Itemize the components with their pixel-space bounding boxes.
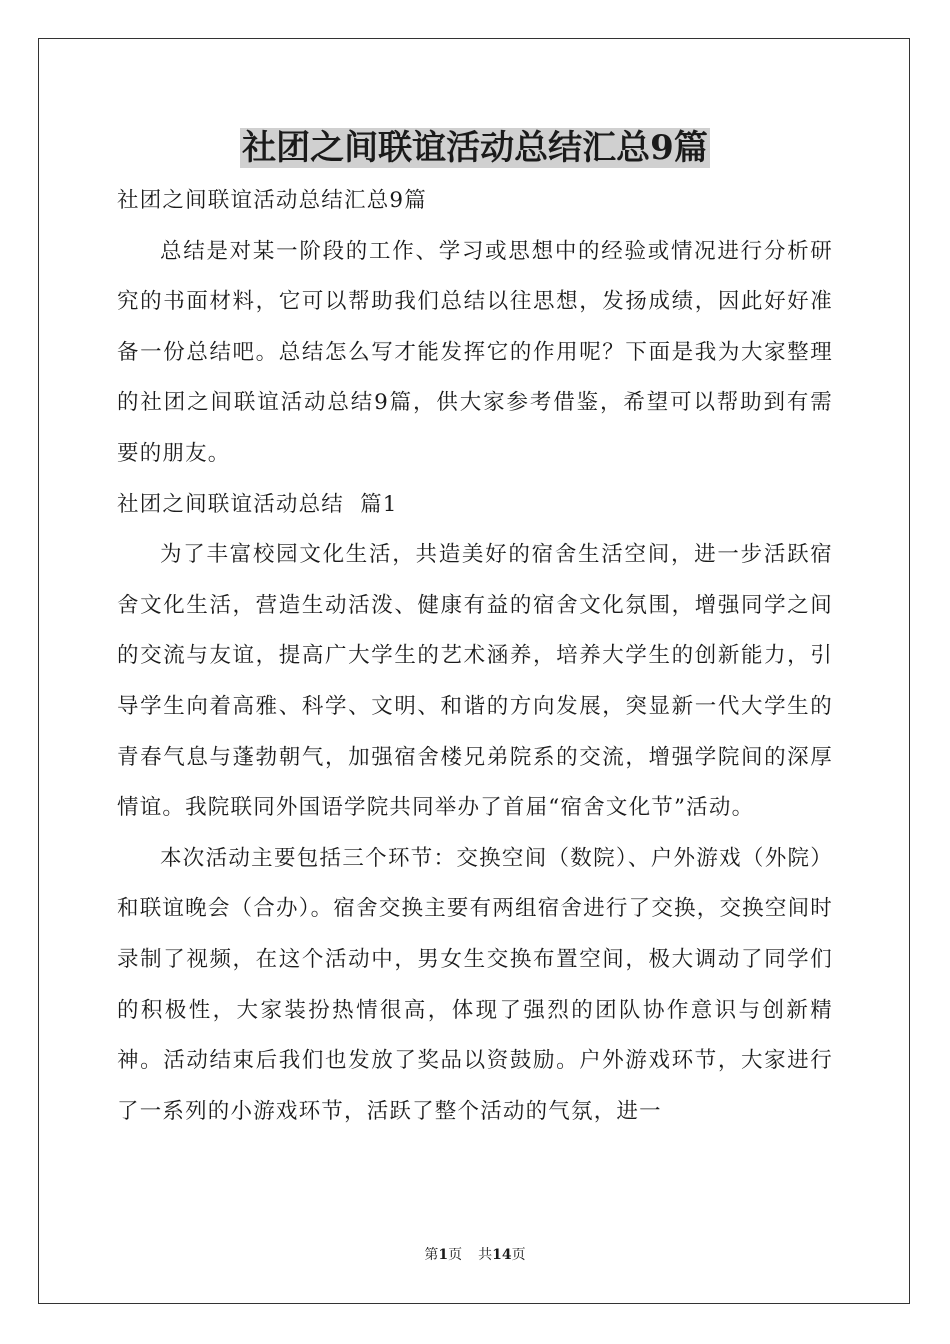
document-title (0, 122, 950, 174)
document-body (117, 176, 833, 1137)
section-heading: 社团之间联谊活动总结 篇1 (117, 491, 398, 517)
section-paragraph-2: 本次活动主要包括三个环节：交换空间（数院）、户外游戏（外院）和联谊晚会（合办）。宿舍交换主要有两组宿舍进行了交换，交换空间时录制了视频，在这个活动中，男女生交换布置空间，极大调动了同学们的积极性，大家装扮热情很高，体现了强烈的团队协作意识与创新精神。活动结束后我们也发放了奖品以资鼓励。户外游戏环节，大家进行了一系列的小游戏环节，活跃了整个活动的气氛，进一 (117, 845, 833, 1124)
document-subtitle: 社团之间联谊活动总结汇总9篇 (117, 188, 427, 213)
total-prefix: 共 (478, 1247, 493, 1263)
page-prefix: 第 (424, 1247, 439, 1263)
document-title-text: 社团之间联谊活动总结汇总9篇 (242, 128, 708, 168)
page-current: 1 (438, 1247, 449, 1263)
intro-paragraph: 总结是对某一阶段的工作、学习或思想中的经验或情况进行分析研究的书面材料，它可以帮助我们总结以往思想，发扬成绩，因此好好准备一份总结吧。总结怎么写才能发挥它的作用呢？下面是我为大家整理的社团之间联谊活动总结9篇，供大家参考借鉴，希望可以帮助到有需要的朋友。 (117, 238, 833, 466)
section-paragraph-1: 为了丰富校园文化生活，共造美好的宿舍生活空间，进一步活跃宿舍文化生活，营造生动活泼、健康有益的宿舍文化氛围，增强同学之间的交流与友谊，提高广大学生的艺术涵养，培养大学生的创新能力，引导学生向着高雅、科学、文明、和谐的方向发展，突显新一代大学生的青春气息与蓬勃朝气，加强宿舍楼兄弟院系的交流，增强学院间的深厚情谊。我院联同外国语学院共同举办了首届“宿舍文化节”活动。 (117, 542, 833, 821)
page-suffix: 页 (448, 1247, 463, 1263)
total-suffix: 页 (511, 1247, 526, 1263)
page-footer (0, 1245, 950, 1265)
page-total: 14 (492, 1247, 512, 1263)
